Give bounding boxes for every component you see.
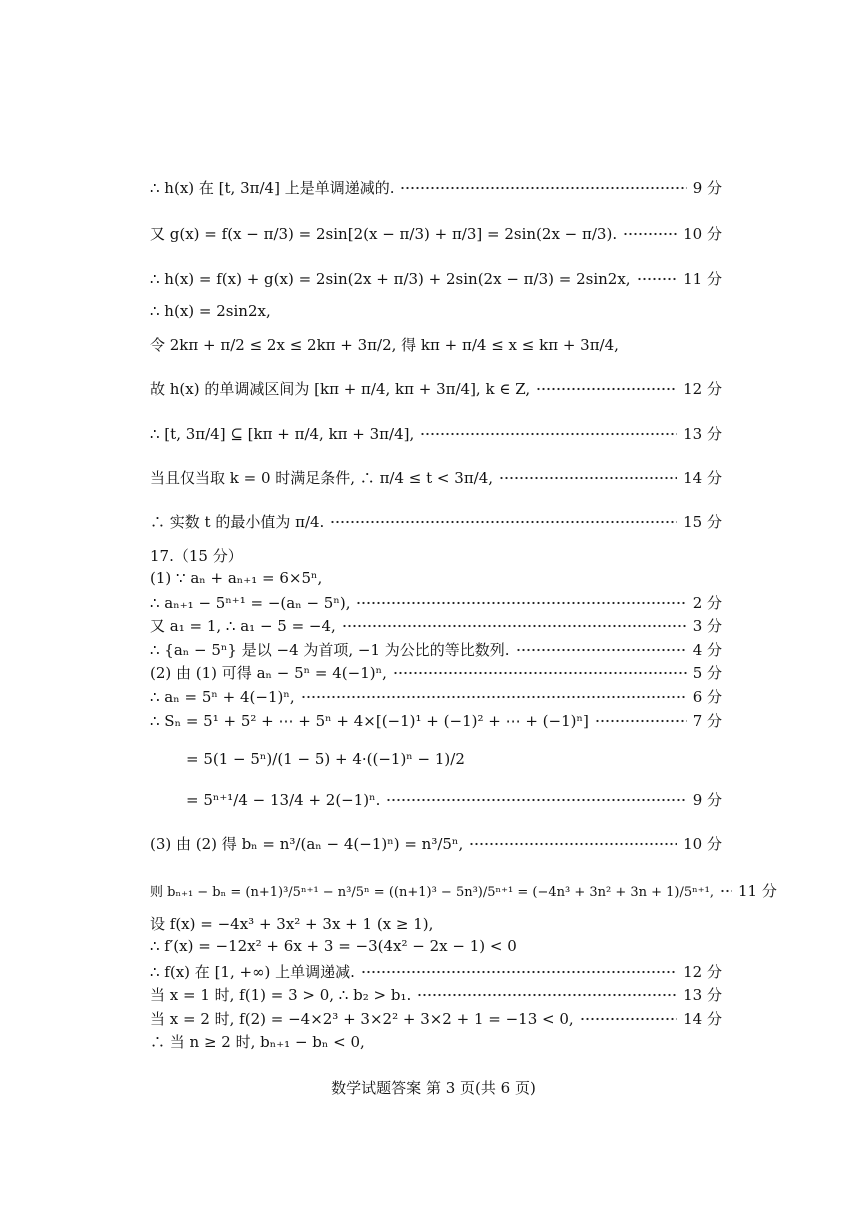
leader-dots: [720, 889, 732, 893]
solution-line: [150, 961, 722, 982]
score-label: 3 分: [692, 617, 722, 635]
score-label: 12 分: [683, 963, 722, 981]
leader-dots: [623, 232, 677, 236]
leader-dots: [536, 387, 677, 391]
score-label: 6 分: [692, 688, 722, 706]
line-text: 令 2kπ + π/2 ≤ 2x ≤ 2kπ + 3π/2, 得 kπ + π/4 ≤ x ≤ kπ + 3π/4,: [150, 336, 619, 354]
leader-dots: [469, 842, 677, 846]
solution-line: [150, 177, 722, 198]
problem-heading: [150, 545, 722, 566]
leader-dots: [637, 277, 678, 281]
solution-line: [150, 467, 722, 488]
line-text: (1) ∵ aₙ + aₙ₊₁ = 6×5ⁿ,: [150, 569, 323, 587]
score-label: 10 分: [683, 225, 722, 243]
line-text: 当 x = 1 时, f(1) = 3 > 0, ∴ b₂ > b₁.: [150, 986, 412, 1004]
leader-dots: [386, 798, 686, 802]
solution-line: [150, 592, 722, 613]
page-footer: 数学试题答案 第 3 页(共 6 页): [331, 1079, 536, 1097]
leader-dots: [499, 476, 677, 480]
line-text: ∴ f′(x) = −12x² + 6x + 3 = −3(4x² − 2x − 1) < 0: [150, 937, 517, 955]
line-text: 又 g(x) = f(x − π/3) = 2sin[2(x − π/3) + π/3] = 2sin(2x − π/3).: [150, 225, 618, 243]
solution-line: [150, 913, 722, 934]
score-label: 14 分: [683, 469, 722, 487]
solution-line: [150, 710, 722, 731]
line-text: ∴ aₙ₊₁ − 5ⁿ⁺¹ = −(aₙ − 5ⁿ),: [150, 593, 351, 612]
leader-dots: [330, 520, 677, 524]
solution-line: [150, 423, 722, 444]
line-text: ∴ h(x) = 2sin2x,: [150, 302, 271, 320]
line-text: 当 x = 2 时, f(2) = −4×2³ + 3×2² + 3×2 + 1 = −13 < 0,: [150, 1010, 574, 1028]
line-text: ∴ {aₙ − 5ⁿ} 是以 −4 为首项, −1 为公比的等比数列.: [150, 641, 510, 659]
line-text: 当且仅当取 k = 0 时满足条件, ∴ π/4 ≤ t < 3π/4,: [150, 469, 494, 487]
leader-dots: [361, 970, 677, 974]
solution-line: [150, 569, 722, 587]
score-label: 9 分: [692, 179, 722, 197]
solution-line: [150, 378, 722, 399]
solution-line: [150, 686, 722, 707]
line-text: (2) 由 (1) 可得 aₙ − 5ⁿ = 4(−1)ⁿ,: [150, 664, 387, 682]
score-label: 14 分: [683, 1010, 722, 1028]
solution-line: [150, 334, 722, 355]
score-label: 13 分: [683, 425, 722, 443]
solution-line: [150, 1031, 722, 1052]
line-text: 故 h(x) 的单调减区间为 [kπ + π/4, kπ + 3π/4], k ∈ Z,: [150, 380, 531, 398]
line-text: 设 f(x) = −4x³ + 3x² + 3x + 1 (x ≥ 1),: [150, 915, 434, 933]
line-text: ∴ [t, 3π/4] ⊆ [kπ + π/4, kπ + 3π/4],: [150, 424, 415, 443]
leader-dots: [301, 695, 687, 699]
line-text: = 5(1 − 5ⁿ)/(1 − 5) + 4·((−1)ⁿ − 1)/2: [186, 750, 465, 768]
leader-dots: [356, 601, 686, 605]
leader-dots: [393, 671, 687, 675]
score-label: 15 分: [683, 513, 722, 531]
line-text: ∴ aₙ = 5ⁿ + 4(−1)ⁿ,: [150, 687, 295, 706]
score-label: 12 分: [683, 380, 722, 398]
solution-line: [150, 833, 722, 854]
problem-number: 17.（15 分）: [150, 547, 243, 565]
solution-line: [150, 937, 722, 955]
solution-line: [186, 789, 722, 810]
solution-line: [150, 223, 722, 244]
solution-line: [150, 302, 722, 320]
leader-dots: [595, 719, 687, 723]
leader-dots: [580, 1017, 677, 1021]
line-text: ∴ 实数 t 的最小值为 π/4.: [150, 513, 325, 531]
line-text: 又 a₁ = 1, ∴ a₁ − 5 = −4,: [150, 617, 336, 635]
solution-line: [186, 750, 722, 768]
score-label: 5 分: [692, 664, 722, 682]
leader-dots: [417, 993, 677, 997]
solution-line: [150, 984, 722, 1005]
line-text: ∴ h(x) = f(x) + g(x) = 2sin(2x + π/3) + 2sin(2x − π/3) = 2sin2x,: [150, 269, 631, 288]
line-text: ∴ f(x) 在 [1, +∞) 上单调递减.: [150, 963, 355, 981]
score-label: 13 分: [683, 986, 722, 1004]
score-label: 10 分: [683, 835, 722, 853]
leader-dots: [400, 186, 686, 190]
solution-line: [150, 511, 722, 532]
solution-line: [150, 639, 722, 660]
solution-line: [150, 268, 722, 289]
line-text: 则 bₙ₊₁ − bₙ = (n+1)³/5ⁿ⁺¹ − n³/5ⁿ = ((n+1)³ − 5n³)/5ⁿ⁺¹ = (−4n³ + 3n² + 3n + 1)/5ⁿ⁺¹,: [150, 885, 714, 900]
solution-line: [150, 1008, 722, 1029]
score-label: 11 分: [738, 882, 777, 900]
line-text: ∴ h(x) 在 [t, 3π/4] 上是单调递减的.: [150, 179, 395, 197]
line-text: ∴ Sₙ = 5¹ + 5² + ⋯ + 5ⁿ + 4×[(−1)¹ + (−1)² + ⋯ + (−1)ⁿ]: [150, 711, 589, 730]
leader-dots: [516, 648, 687, 652]
leader-dots: [342, 624, 687, 628]
score-label: 7 分: [692, 712, 722, 730]
score-label: 2 分: [692, 594, 722, 612]
line-text: = 5ⁿ⁺¹/4 − 13/4 + 2(−1)ⁿ.: [186, 790, 381, 809]
line-text: ∴ 当 n ≥ 2 时, bₙ₊₁ − bₙ < 0,: [150, 1033, 365, 1051]
line-text: (3) 由 (2) 得 bₙ = n³/(aₙ − 4(−1)ⁿ) = n³/5ⁿ,: [150, 835, 464, 853]
solution-line: [150, 615, 722, 636]
score-label: 11 分: [683, 270, 722, 288]
solution-line: [150, 880, 777, 901]
score-label: 4 分: [692, 641, 722, 659]
solution-line: [150, 662, 722, 683]
leader-dots: [420, 432, 677, 436]
score-label: 9 分: [692, 791, 722, 809]
